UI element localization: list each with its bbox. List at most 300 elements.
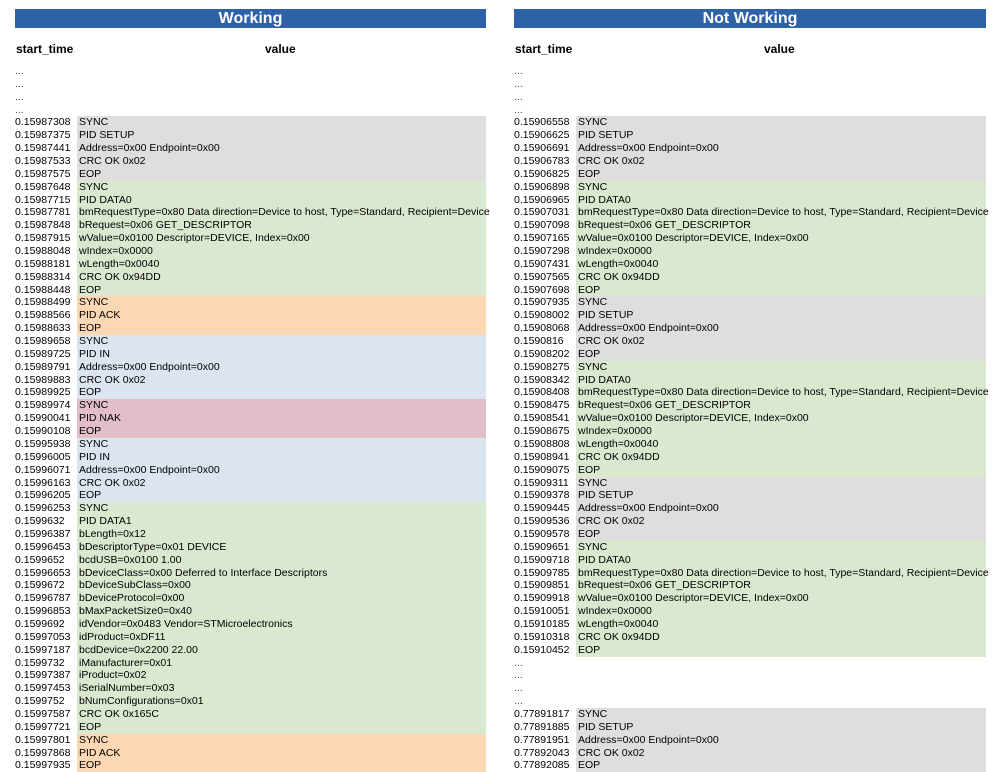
start-time-cell: 0.15906898	[514, 180, 570, 193]
log-row	[514, 721, 986, 734]
log-row	[514, 194, 986, 207]
ellipsis-row	[15, 104, 486, 117]
value-cell: SYNC	[77, 399, 486, 412]
log-row	[514, 618, 986, 631]
value-cell: bRequest=0x06 GET_DESCRIPTOR	[77, 219, 486, 232]
ellipsis-row	[514, 669, 986, 682]
log-row	[514, 142, 986, 155]
log-row	[15, 605, 486, 618]
start-time-cell: 0.15908808	[514, 437, 570, 450]
log-row	[15, 464, 486, 477]
value-cell: Address=0x00 Endpoint=0x00	[576, 322, 986, 335]
value-cell: bDescriptorType=0x01 DEVICE	[77, 541, 486, 554]
start-time-cell: 0.15987575	[15, 167, 71, 180]
log-row	[15, 206, 490, 219]
start-time-cell: 0.15909075	[514, 463, 570, 476]
start-time-cell: 0.15910051	[514, 605, 570, 618]
value-cell: wValue=0x0100 Descriptor=DEVICE, Index=0x00	[576, 412, 986, 425]
value-cell: bDeviceClass=0x00 Deferred to Interface Descriptors	[77, 567, 486, 580]
start-time-cell: 0.15908475	[514, 399, 570, 412]
start-time-cell: 0.15990041	[15, 412, 71, 425]
ellipsis-row	[15, 65, 486, 78]
log-row	[15, 631, 486, 644]
value-cell: EOP	[77, 284, 486, 297]
value-cell: bDeviceSubClass=0x00	[77, 579, 486, 592]
start-time-cell: 0.15908068	[514, 322, 570, 335]
start-time-cell: 0.1599732	[15, 656, 65, 669]
start-time-cell: 0.15908275	[514, 360, 570, 373]
value-cell: bRequest=0x06 GET_DESCRIPTOR	[576, 399, 986, 412]
start-time-cell: 0.1590816	[514, 335, 564, 348]
value-cell: SYNC	[576, 541, 986, 554]
ellipsis-row	[514, 104, 986, 117]
log-row	[514, 412, 986, 425]
value-cell: EOP	[77, 489, 486, 502]
start-time-cell: 0.15989791	[15, 360, 71, 373]
ellipsis-row	[514, 657, 986, 670]
value-cell: PID SETUP	[576, 721, 986, 734]
start-time-cell: 0.15987375	[15, 129, 71, 142]
start-time-cell: 0.15997453	[15, 682, 71, 695]
value-cell: EOP	[77, 168, 486, 181]
log-row	[15, 541, 486, 554]
start-time-cell: 0.15908342	[514, 373, 570, 386]
value-cell: iManufacturer=0x01	[77, 657, 486, 670]
start-time-cell: 0.15996005	[15, 450, 71, 463]
start-time-cell: 0.15908541	[514, 412, 570, 425]
start-time-cell: ...	[15, 103, 24, 116]
log-row	[15, 734, 486, 747]
start-time-cell: 0.15989883	[15, 373, 71, 386]
log-row	[514, 348, 986, 361]
log-row	[514, 592, 986, 605]
start-time-cell: 0.15908675	[514, 425, 570, 438]
log-row	[15, 695, 486, 708]
log-row	[15, 181, 486, 194]
value-cell: PID DATA0	[576, 194, 986, 207]
log-row	[514, 541, 986, 554]
value-cell: PID IN	[77, 348, 486, 361]
start-time-cell: ...	[514, 65, 523, 77]
start-time-cell: 0.15987915	[15, 232, 71, 245]
value-cell: wIndex=0x0000	[576, 425, 986, 438]
value-cell: EOP	[576, 528, 986, 541]
log-row	[15, 682, 486, 695]
value-cell: EOP	[576, 464, 986, 477]
log-row	[514, 206, 989, 219]
value-cell: EOP	[77, 322, 486, 335]
log-row	[15, 669, 486, 682]
start-time-cell: ...	[514, 77, 523, 90]
start-time-cell: 0.15996205	[15, 489, 71, 502]
log-row	[15, 348, 486, 361]
log-row	[15, 374, 486, 387]
log-row	[15, 386, 486, 399]
start-time-cell: 0.15996653	[15, 566, 71, 579]
value-cell: idVendor=0x0483 Vendor=STMicroelectronics	[77, 618, 486, 631]
value-cell: wIndex=0x0000	[576, 245, 986, 258]
value-cell: SYNC	[576, 477, 986, 490]
log-row	[15, 747, 486, 760]
value-cell: bRequest=0x06 GET_DESCRIPTOR	[576, 579, 986, 592]
value-cell: bmRequestType=0x80 Data direction=Device to host, Type=Standard, Recipient=Device	[79, 206, 490, 219]
start-time-cell: 0.15997935	[15, 759, 71, 772]
ellipsis-row	[15, 78, 486, 91]
start-time-cell: 0.15909578	[514, 527, 570, 540]
log-row	[15, 657, 486, 670]
working-log	[15, 65, 490, 772]
log-row	[514, 386, 989, 399]
log-row	[15, 554, 486, 567]
log-row	[15, 245, 486, 258]
log-row	[15, 399, 486, 412]
start-time-cell: 0.15906691	[514, 142, 570, 155]
value-cell: wValue=0x0100 Descriptor=DEVICE, Index=0x00	[576, 232, 986, 245]
start-time-cell: 0.15987781	[15, 206, 71, 219]
value-cell: Address=0x00 Endpoint=0x00	[576, 502, 986, 515]
log-row	[514, 258, 986, 271]
value-cell: CRC OK 0x94DD	[576, 451, 986, 464]
value-cell: Address=0x00 Endpoint=0x00	[576, 142, 986, 155]
start-time-cell: ...	[514, 695, 523, 708]
start-time-cell: 0.15987441	[15, 142, 71, 155]
log-row	[514, 232, 986, 245]
log-row	[15, 567, 486, 580]
value-cell: EOP	[77, 425, 486, 438]
start-time-cell: 0.15909311	[514, 476, 569, 489]
value-cell: PID DATA0	[576, 374, 986, 387]
log-row	[514, 747, 986, 760]
start-time-cell: ...	[514, 656, 523, 669]
value-cell: PID ACK	[77, 747, 486, 760]
start-time-cell: ...	[15, 90, 24, 103]
start-time-cell: 0.1599652	[15, 553, 65, 566]
log-row	[15, 142, 486, 155]
log-row	[514, 566, 989, 580]
not-working-header	[514, 40, 986, 60]
start-time-cell: 0.15907565	[514, 270, 570, 283]
start-time-cell: 0.15906625	[514, 129, 570, 142]
log-row	[514, 219, 986, 232]
start-time-cell: 0.15997053	[15, 630, 71, 643]
start-time-cell: 0.15996787	[15, 592, 71, 605]
log-row	[514, 322, 986, 335]
value-cell: wLength=0x0040	[576, 618, 986, 631]
log-row	[514, 515, 986, 528]
value-cell: wIndex=0x0000	[77, 245, 486, 258]
value-header: value	[265, 42, 296, 56]
start-time-cell: 0.15910318	[514, 630, 570, 643]
log-row	[514, 425, 986, 438]
start-time-cell: 0.15908941	[514, 450, 570, 463]
value-cell: SYNC	[576, 296, 986, 309]
log-row	[15, 284, 486, 297]
value-cell: PID SETUP	[576, 309, 986, 322]
value-cell: Address=0x00 Endpoint=0x00	[576, 734, 986, 747]
start-time-cell: 0.15906965	[514, 193, 570, 206]
log-row	[514, 361, 986, 374]
log-row	[15, 335, 486, 348]
start-time-cell: 0.15908202	[514, 347, 570, 360]
start-time-cell: ...	[15, 77, 24, 90]
value-cell: EOP	[77, 386, 486, 399]
log-row	[514, 759, 986, 772]
value-cell: CRC OK 0x02	[576, 155, 986, 168]
value-cell: PID SETUP	[576, 489, 986, 502]
value-cell: bDeviceProtocol=0x00	[77, 592, 486, 605]
log-row	[15, 618, 486, 631]
not-working-title: Not Working	[514, 9, 986, 28]
value-cell: bNumConfigurations=0x01	[77, 695, 486, 708]
log-row	[15, 155, 486, 168]
value-cell: CRC OK 0x02	[77, 155, 486, 168]
log-row	[15, 592, 486, 605]
log-row	[15, 515, 486, 528]
start-time-cell: 0.77891885	[514, 720, 570, 733]
start-time-cell: 0.15989658	[15, 335, 71, 348]
log-row	[15, 168, 486, 181]
log-row	[15, 309, 486, 322]
log-row	[514, 451, 986, 464]
value-cell: SYNC	[77, 438, 486, 451]
log-row	[514, 181, 986, 194]
log-row	[514, 605, 986, 618]
ellipsis-row	[514, 695, 986, 708]
start-time-cell: 0.15909851	[514, 579, 570, 592]
value-header: value	[764, 42, 795, 56]
start-time-cell: 0.15909785	[514, 566, 570, 579]
start-time-cell: 0.15909718	[514, 553, 570, 566]
log-row	[15, 477, 486, 490]
start-time-cell: 0.15989974	[15, 399, 71, 412]
log-row	[15, 438, 486, 451]
value-cell: wLength=0x0040	[77, 258, 486, 271]
value-cell: CRC OK 0x02	[576, 335, 986, 348]
log-row	[514, 644, 986, 657]
value-cell: Address=0x00 Endpoint=0x00	[77, 361, 486, 374]
log-row	[15, 412, 486, 425]
value-cell: bLength=0x12	[77, 528, 486, 541]
ellipsis-row	[514, 65, 986, 78]
ellipsis-row	[514, 91, 986, 104]
start-time-cell: 0.15996387	[15, 527, 71, 540]
start-time-cell: 0.15907298	[514, 245, 570, 258]
value-cell: SYNC	[576, 361, 986, 374]
value-cell: CRC OK 0x94DD	[77, 271, 486, 284]
start-time-cell: 0.15987848	[15, 219, 71, 232]
start-time-cell: ...	[514, 669, 523, 682]
value-cell: EOP	[576, 644, 986, 657]
log-row	[514, 734, 986, 747]
value-cell: PID DATA1	[77, 515, 486, 528]
log-row	[15, 194, 486, 207]
start-time-cell: 0.15997187	[15, 643, 71, 656]
log-row	[15, 322, 486, 335]
value-cell: PID SETUP	[576, 129, 986, 142]
value-cell: bmRequestType=0x80 Data direction=Device to host, Type=Standard, Recipient=Device	[578, 386, 989, 399]
value-cell: CRC OK 0x94DD	[576, 631, 986, 644]
start-time-cell: 0.15908408	[514, 386, 570, 399]
value-cell: PID DATA0	[77, 194, 486, 207]
ellipsis-row	[514, 682, 986, 695]
value-cell: iSerialNumber=0x03	[77, 682, 486, 695]
log-row	[514, 271, 986, 284]
start-time-cell: 0.15989725	[15, 347, 71, 360]
start-time-cell: 0.15997801	[15, 733, 71, 746]
log-row	[514, 502, 986, 515]
log-row	[514, 438, 986, 451]
log-row	[514, 579, 986, 592]
value-cell: PID ACK	[77, 309, 486, 322]
log-row	[514, 309, 986, 322]
not-working-panel	[514, 9, 989, 772]
start-time-cell: 0.15987648	[15, 180, 71, 193]
value-cell: SYNC	[576, 708, 986, 721]
working-header	[15, 40, 486, 60]
value-cell: CRC OK 0x02	[77, 374, 486, 387]
log-row	[15, 502, 486, 515]
value-cell: SYNC	[77, 502, 486, 515]
value-cell: EOP	[77, 721, 486, 734]
value-cell: Address=0x00 Endpoint=0x00	[77, 464, 486, 477]
start-time-cell: 0.77891817	[514, 707, 570, 720]
value-cell: EOP	[576, 759, 986, 772]
start-time-cell: 0.15909445	[514, 502, 570, 515]
start-time-cell: 0.77892043	[514, 746, 570, 759]
ellipsis-row	[15, 91, 486, 104]
log-row	[15, 258, 486, 271]
log-row	[514, 245, 986, 258]
value-cell: wLength=0x0040	[576, 438, 986, 451]
start-time-cell: 0.15996071	[15, 463, 71, 476]
value-cell: iProduct=0x02	[77, 669, 486, 682]
log-row	[514, 168, 986, 181]
start-time-cell: 0.15988448	[15, 283, 71, 296]
start-time-cell: 0.15988314	[15, 270, 71, 283]
value-cell: idProduct=0xDF11	[77, 631, 486, 644]
log-row	[514, 335, 986, 348]
start-time-cell: 0.15996453	[15, 540, 71, 553]
start-time-cell: 0.15909918	[514, 592, 570, 605]
start-time-cell: 0.15907165	[514, 232, 570, 245]
value-cell: SYNC	[77, 734, 486, 747]
start-time-cell: 0.15989925	[15, 386, 71, 399]
value-cell: bcdUSB=0x0100 1.00	[77, 554, 486, 567]
start-time-cell: ...	[514, 682, 523, 695]
start-time-cell: 0.1599692	[15, 617, 65, 630]
start-time-cell: 0.15997387	[15, 669, 71, 682]
log-row	[514, 399, 986, 412]
log-row	[15, 129, 486, 142]
start-time-cell: 0.15995938	[15, 437, 71, 450]
start-time-cell: 0.15906783	[514, 155, 570, 168]
log-row	[15, 489, 486, 502]
start-time-cell: 0.15906825	[514, 167, 570, 180]
start-time-cell: 0.15907431	[514, 257, 570, 270]
value-cell: CRC OK 0x94DD	[576, 271, 986, 284]
log-row	[15, 116, 486, 129]
log-row	[15, 361, 486, 374]
start-time-cell: ...	[15, 65, 24, 77]
start-time-cell: 0.15907098	[514, 219, 570, 232]
log-row	[514, 464, 986, 477]
value-cell: bRequest=0x06 GET_DESCRIPTOR	[576, 219, 986, 232]
value-cell: SYNC	[77, 335, 486, 348]
log-row	[15, 721, 486, 734]
not-working-log	[514, 65, 989, 772]
log-row	[514, 116, 986, 129]
start-time-cell: 0.1599752	[15, 695, 65, 708]
log-row	[514, 155, 986, 168]
start-time-cell: 0.15987308	[15, 116, 71, 129]
log-row	[514, 284, 986, 297]
start-time-cell: 0.15997587	[15, 707, 71, 720]
log-row	[15, 296, 486, 309]
working-panel	[15, 9, 490, 772]
log-row	[514, 554, 986, 567]
log-row	[514, 528, 986, 541]
start-time-cell: 0.15906558	[514, 116, 570, 129]
start-time-cell: 0.15988633	[15, 322, 71, 335]
value-cell: bmRequestType=0x80 Data direction=Device to host, Type=Standard, Recipient=Device	[578, 206, 989, 219]
start-time-header: start_time	[16, 42, 74, 56]
value-cell: CRC OK 0x02	[77, 477, 486, 490]
log-row	[514, 374, 986, 387]
log-row	[15, 708, 486, 721]
log-row	[15, 579, 486, 592]
start-time-cell: 0.15909378	[514, 489, 570, 502]
start-time-cell: 0.15996853	[15, 605, 71, 618]
start-time-cell: 0.1599632	[15, 515, 65, 528]
value-cell: PID NAK	[77, 412, 486, 425]
log-row	[15, 425, 486, 438]
start-time-cell: 0.15990108	[15, 425, 71, 438]
log-row	[15, 451, 486, 464]
log-row	[15, 759, 486, 772]
start-time-cell: 0.15997721	[15, 720, 71, 733]
log-row	[514, 129, 986, 142]
value-cell: PID DATA0	[576, 554, 986, 567]
start-time-cell: 0.15907031	[514, 206, 570, 219]
start-time-cell: 0.15988048	[15, 245, 71, 258]
value-cell: Address=0x00 Endpoint=0x00	[77, 142, 486, 155]
value-cell: EOP	[576, 284, 986, 297]
value-cell: SYNC	[77, 116, 486, 129]
start-time-header: start_time	[515, 42, 573, 56]
ellipsis-row	[514, 78, 986, 91]
value-cell: CRC OK 0x02	[576, 515, 986, 528]
start-time-cell: 0.1599672	[15, 579, 65, 592]
log-row	[15, 232, 486, 245]
start-time-cell: 0.15988566	[15, 309, 71, 322]
log-row	[15, 219, 486, 232]
start-time-cell: 0.15907698	[514, 283, 570, 296]
start-time-cell: 0.15907935	[514, 296, 570, 309]
value-cell: wLength=0x0040	[576, 258, 986, 271]
value-cell: SYNC	[77, 296, 486, 309]
working-title: Working	[15, 9, 486, 28]
log-row	[514, 296, 986, 309]
value-cell: bmRequestType=0x80 Data direction=Device to host, Type=Standard, Recipient=Device	[578, 566, 989, 579]
start-time-cell: 0.15996253	[15, 502, 71, 515]
start-time-cell: ...	[514, 90, 523, 103]
start-time-cell: 0.77892085	[514, 759, 570, 772]
start-time-cell: 0.15910185	[514, 617, 570, 630]
log-row	[514, 708, 986, 721]
value-cell: bMaxPacketSize0=0x40	[77, 605, 486, 618]
log-row	[15, 528, 486, 541]
start-time-cell: 0.15987533	[15, 155, 71, 168]
